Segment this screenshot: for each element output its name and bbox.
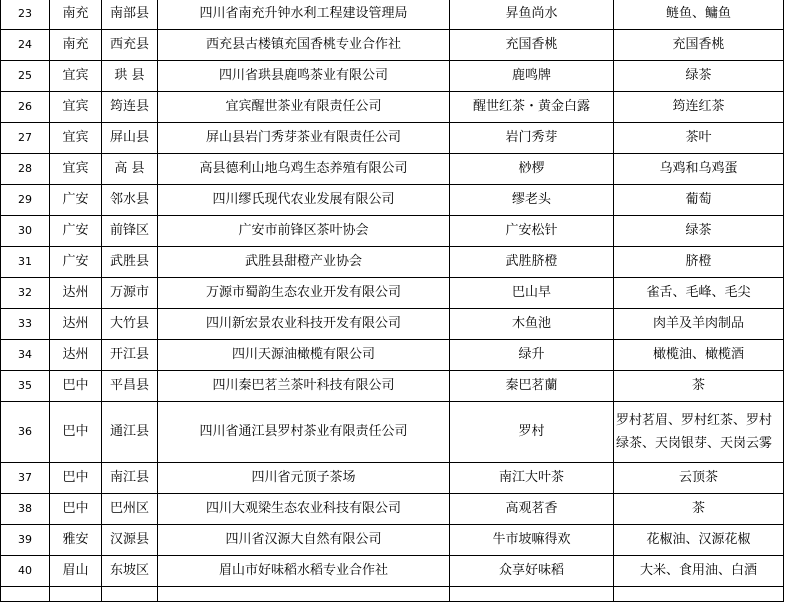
county-cell: 前锋区 xyxy=(102,216,158,247)
brand-cell: 武胜脐橙 xyxy=(450,247,614,278)
table-row xyxy=(1,185,784,216)
product-cell: 橄榄油、橄榄酒 xyxy=(614,340,784,371)
row-number-cell: 26 xyxy=(1,92,50,123)
brand-cell: 桫椤 xyxy=(450,154,614,185)
county-cell: 开江县 xyxy=(102,340,158,371)
county-cell: 东坡区 xyxy=(102,556,158,587)
row-number-cell: 27 xyxy=(1,123,50,154)
brand-cell: 牛市坡嘛得欢 xyxy=(450,525,614,556)
brand-cell: 缪老头 xyxy=(450,185,614,216)
product-cell: 云顶茶 xyxy=(614,463,784,494)
brand-cell: 醒世红茶・黄金白露 xyxy=(450,92,614,123)
empty-cell xyxy=(614,587,784,602)
product-cell: 花椒油、汉源花椒 xyxy=(614,525,784,556)
product-cell: 绿茶 xyxy=(614,216,784,247)
brand-cell: 岩门秀芽 xyxy=(450,123,614,154)
county-cell: 南江县 xyxy=(102,463,158,494)
product-cell: 乌鸡和乌鸡蛋 xyxy=(614,154,784,185)
table-row xyxy=(1,123,784,154)
city-cell: 广安 xyxy=(50,185,102,216)
organization-cell: 高县德利山地乌鸡生态养殖有限公司 xyxy=(158,154,450,185)
city-cell: 宜宾 xyxy=(50,92,102,123)
city-cell: 巴中 xyxy=(50,402,102,463)
organization-cell: 四川大观梁生态农业科技有限公司 xyxy=(158,494,450,525)
table-row xyxy=(1,278,784,309)
organization-cell: 武胜县甜橙产业协会 xyxy=(158,247,450,278)
row-number-cell: 38 xyxy=(1,494,50,525)
table-body xyxy=(1,0,784,602)
city-cell: 宜宾 xyxy=(50,154,102,185)
table-row xyxy=(1,402,784,463)
row-number-cell: 37 xyxy=(1,463,50,494)
product-cell: 茶 xyxy=(614,371,784,402)
table-row xyxy=(1,371,784,402)
row-number-cell: 33 xyxy=(1,309,50,340)
city-cell: 南充 xyxy=(50,0,102,30)
product-cell: 筠连红茶 xyxy=(614,92,784,123)
organization-cell: 四川天源油橄榄有限公司 xyxy=(158,340,450,371)
empty-cell xyxy=(102,587,158,602)
city-cell: 宜宾 xyxy=(50,123,102,154)
product-cell: 茶 xyxy=(614,494,784,525)
table-row xyxy=(1,525,784,556)
product-cell: 雀舌、毛峰、毛尖 xyxy=(614,278,784,309)
row-number-cell: 31 xyxy=(1,247,50,278)
city-cell: 达州 xyxy=(50,340,102,371)
table-row xyxy=(1,556,784,587)
county-cell: 平昌县 xyxy=(102,371,158,402)
organization-cell: 广安市前锋区茶叶协会 xyxy=(158,216,450,247)
brand-cell: 充国香桃 xyxy=(450,30,614,61)
county-cell: 大竹县 xyxy=(102,309,158,340)
product-cell: 大米、食用油、白酒 xyxy=(614,556,784,587)
empty-cell xyxy=(50,587,102,602)
row-number-cell: 24 xyxy=(1,30,50,61)
table-row xyxy=(1,30,784,61)
table-row xyxy=(1,216,784,247)
city-cell: 巴中 xyxy=(50,371,102,402)
row-number-cell: 35 xyxy=(1,371,50,402)
city-cell: 雅安 xyxy=(50,525,102,556)
row-number-cell: 32 xyxy=(1,278,50,309)
county-cell: 高 县 xyxy=(102,154,158,185)
organization-cell: 四川省汉源大自然有限公司 xyxy=(158,525,450,556)
row-number-cell: 25 xyxy=(1,61,50,92)
brand-cell: 绿升 xyxy=(450,340,614,371)
county-cell: 通江县 xyxy=(102,402,158,463)
organization-cell: 万源市蜀韵生态农业开发有限公司 xyxy=(158,278,450,309)
brand-cell: 罗村 xyxy=(450,402,614,463)
organization-cell: 西充县古楼镇充国香桃专业合作社 xyxy=(158,30,450,61)
county-cell: 巴州区 xyxy=(102,494,158,525)
empty-cell xyxy=(158,587,450,602)
organization-cell: 四川省南充升钟水利工程建设管理局 xyxy=(158,0,450,30)
product-cell: 绿茶 xyxy=(614,61,784,92)
county-cell: 汉源县 xyxy=(102,525,158,556)
organization-cell: 屏山县岩门秀芽茶业有限责任公司 xyxy=(158,123,450,154)
organization-cell: 四川新宏景农业科技开发有限公司 xyxy=(158,309,450,340)
organization-cell: 四川省元顶子茶场 xyxy=(158,463,450,494)
row-number-cell: 36 xyxy=(1,402,50,463)
table-row xyxy=(1,61,784,92)
product-cell: 罗村茗眉、罗村红茶、罗村绿茶、天岗银芽、天岗云雾 xyxy=(614,402,784,463)
county-cell: 南部县 xyxy=(102,0,158,30)
city-cell: 达州 xyxy=(50,278,102,309)
table-row xyxy=(1,340,784,371)
city-cell: 广安 xyxy=(50,247,102,278)
product-cell: 鲢鱼、鳙鱼 xyxy=(614,0,784,30)
table-row xyxy=(1,494,784,525)
brand-cell: 秦巴茗蘭 xyxy=(450,371,614,402)
row-number-cell: 34 xyxy=(1,340,50,371)
county-cell: 西充县 xyxy=(102,30,158,61)
table-row xyxy=(1,0,784,30)
row-number-cell: 39 xyxy=(1,525,50,556)
city-cell: 南充 xyxy=(50,30,102,61)
product-cell: 脐橙 xyxy=(614,247,784,278)
empty-cell xyxy=(450,587,614,602)
county-cell: 珙 县 xyxy=(102,61,158,92)
empty-cell xyxy=(1,587,50,602)
row-number-cell: 29 xyxy=(1,185,50,216)
brand-cell: 广安松针 xyxy=(450,216,614,247)
brand-cell: 昇鱼尚水 xyxy=(450,0,614,30)
table-row xyxy=(1,92,784,123)
brand-cell: 南江大叶茶 xyxy=(450,463,614,494)
organization-cell: 四川省珙县鹿鸣茶业有限公司 xyxy=(158,61,450,92)
county-cell: 筠连县 xyxy=(102,92,158,123)
table-row xyxy=(1,154,784,185)
table-row xyxy=(1,247,784,278)
row-number-cell: 30 xyxy=(1,216,50,247)
city-cell: 巴中 xyxy=(50,494,102,525)
product-cell: 茶叶 xyxy=(614,123,784,154)
city-cell: 巴中 xyxy=(50,463,102,494)
city-cell: 眉山 xyxy=(50,556,102,587)
brand-cell: 高观茗香 xyxy=(450,494,614,525)
row-number-cell: 40 xyxy=(1,556,50,587)
county-cell: 武胜县 xyxy=(102,247,158,278)
brand-cell: 木鱼池 xyxy=(450,309,614,340)
city-cell: 广安 xyxy=(50,216,102,247)
table-row xyxy=(1,309,784,340)
organization-cell: 四川缪氏现代农业发展有限公司 xyxy=(158,185,450,216)
table-row-partial xyxy=(1,587,784,602)
city-cell: 宜宾 xyxy=(50,61,102,92)
city-cell: 达州 xyxy=(50,309,102,340)
brand-cell: 鹿鸣牌 xyxy=(450,61,614,92)
row-number-cell: 28 xyxy=(1,154,50,185)
brand-cell: 巴山早 xyxy=(450,278,614,309)
county-cell: 邻水县 xyxy=(102,185,158,216)
organization-cell: 四川秦巴茗兰茶叶科技有限公司 xyxy=(158,371,450,402)
product-cell: 葡萄 xyxy=(614,185,784,216)
county-cell: 万源市 xyxy=(102,278,158,309)
organization-cell: 宜宾醒世茶业有限责任公司 xyxy=(158,92,450,123)
product-cell: 充国香桃 xyxy=(614,30,784,61)
organization-cell: 四川省通江县罗村茶业有限责任公司 xyxy=(158,402,450,463)
organization-cell: 眉山市好味稻水稻专业合作社 xyxy=(158,556,450,587)
brand-cell: 众享好味稻 xyxy=(450,556,614,587)
table-row xyxy=(1,463,784,494)
product-cell: 肉羊及羊肉制品 xyxy=(614,309,784,340)
row-number-cell: 23 xyxy=(1,0,50,30)
county-cell: 屏山县 xyxy=(102,123,158,154)
